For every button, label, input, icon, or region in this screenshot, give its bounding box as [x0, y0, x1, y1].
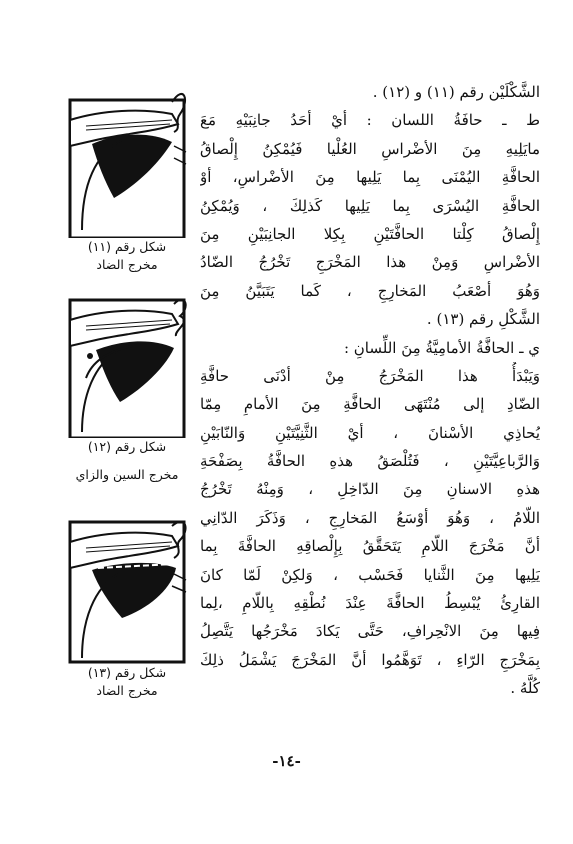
mouth-diagram-figure-11 [62, 80, 192, 238]
text-line: فِيها مِنَ الانْحِرافِ، حَتَّى يَكادَ مَخْرَجُها يَتَّصِلُ [200, 622, 540, 641]
text-line: يَلِيها مِنَ الثَّنايا فَحَسْب ، وَلكِنْ لَمّا كانَ [200, 565, 540, 584]
figure-caption: شكل رقم (١١) [87, 239, 167, 254]
text-line: القارِئُ يُبْسِطُ الحافَّةَ عِنْدَ نُطْقِهِ بِاللّامِ ،لِما [200, 594, 540, 613]
text-line: الأضْراسِ وَمِنْ هذا المَخْرَجِ تَخْرُجُ الضّادُ [200, 253, 540, 272]
section-heading: ي ـ الحافَّةُ الأمامِيَّةُ مِنَ اللِّسانِ : [343, 338, 540, 357]
text-line: اللّامُ ، وَهُوَ أوْسَعُ المَخارِجِ ، وَذَكَرَ الدّانِي [200, 508, 540, 527]
figure-13 [62, 512, 192, 700]
text-line: الضّادِ إلى مُنْتَهَى الحافَّةِ مِنَ الأمامِ مِمّا [200, 395, 540, 414]
mouth-diagram-figure-13 [62, 512, 192, 664]
body-text [200, 78, 540, 703]
text-line: الشَّكْلِ رقم (١٣) . [426, 310, 540, 329]
figure-11 [62, 80, 192, 274]
text-line: أنَّ مَخْرَجَ اللّامِ يَتَحَقَّقُ بِإِلْصاقِهِ الحافَّةَ بِما [200, 537, 540, 556]
text-line: وَالرَّباعِيَّتَيْنِ ، فَتُلْصَقُ هذهِ الحافَّةُ بِصَفْحَةِ [200, 452, 540, 471]
page-number: -١٤- [272, 752, 301, 770]
figure-12 [62, 292, 192, 484]
text-line: مايَلِيهِ مِنَ الأضْراسِ العُلْيا فَيُمْكِنُ إِلْصاقُ [200, 139, 540, 158]
figure-label: مخرج الضاد [96, 683, 158, 698]
text-line: يُحاذِي الأسْنانَ ، أيْ الثَّنِيَّتَيْنِ وَالنّابَيْنِ [200, 423, 540, 442]
text-line: بِمَخْرَجِ الرّاءِ ، تَوَهَّمُوا أنَّ المَخْرَجَ يَشْمَلُ ذلِكَ [200, 650, 540, 669]
text-line: كُلَّهُ . [510, 679, 540, 698]
text-line: وَيَبْدَأُ هذا المَخْرَجُ مِنْ أدْنَى حافَّةِ [200, 366, 540, 385]
text-line: ط ـ حافَةُ اللسان : أيْ أحَدُ جانِبَيْهِ مَعَ [200, 111, 540, 130]
text-line: هذهِ الاسنانِ مِنَ الدّاخِلِ ، وَمِنْهُ تَخْرُجُ [200, 480, 540, 499]
mouth-diagram-figure-12 [62, 292, 192, 438]
figure-caption: شكل رقم (١٣) [87, 665, 167, 680]
figure-label: مخرج السين والزاي [75, 467, 179, 482]
text-line: الحافَّةِ اليُسْرَى بِما يَلِيها كَذلِكَ ، وَيُمْكِنُ [200, 196, 540, 215]
text-line: الحافَّةِ اليُمْنَى بِما يَلِيها مِنَ الأضْراسِ، أوْ [200, 168, 540, 187]
text-line: وَهُوَ أصْعَبُ المَخارِجِ ، كَما يَتَبَيَّنُ مِنَ [200, 281, 540, 300]
text-line: الشَّكْلَيْن رقم (١١) و (١٢) . [372, 83, 540, 101]
figure-label: مخرج الضاد [96, 257, 158, 272]
figure-caption: شكل رقم (١٢) [87, 439, 167, 454]
text-line: إِلْصاقُ كِلْتا الحافَّتَيْنِ بِكِلا الجانِبَيْنِ مِنَ [200, 224, 540, 243]
